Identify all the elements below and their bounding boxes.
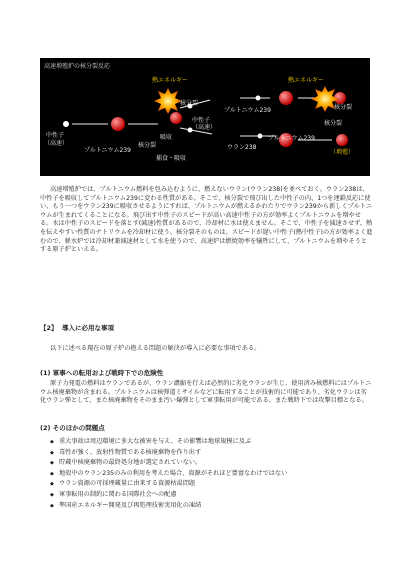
section-2-number: 【2】 [40,324,58,332]
plutonium-label-3: プルトニウム239 [268,135,315,142]
bullet-icon: ◆ [50,470,54,477]
section-2-title: 導入に必用な事項 [62,324,114,332]
fast-neutron-label-2b: （高速） [192,124,217,131]
bullet-icon: ◆ [50,460,54,467]
bullet-icon: ◆ [50,502,54,509]
sub-1-heading: (1) 軍事への転用および戦時下での危険性 [40,369,164,377]
list-item: ◆ 地殻中のウラン235のみの利用を考えた場合、資源がそれほど豊富なわけではない [50,469,370,480]
fast-neutron-label-2: 中性子 [192,117,211,124]
list-item: ◆ 貯蔵中核廃棄物の最終処分地が選定されていない。 [50,458,370,469]
section-2-heading [40,323,114,332]
fission-product-label-2: 核分裂 [324,120,343,127]
list-item: ◆ 重大事故は周辺環境に多大な被害を与え、その影響は地球規模に及ぶ [50,437,370,448]
sub-1-body: 原子力発電の燃料はウランであるが、ウラン濃縮を行えば必然的に劣化ウランが生じ、使用済み核燃料にはプルトニウム核廃棄物が含まれる。プルトニウムは核弾道ミサイルなどに転用することが技術的に可能であり、劣化ウランは劣化ウラン弾として、また核廃棄物をそのまま汚い爆弾として軍事転用が可能である。また戦時下では攻撃目標となる。 [40,380,372,405]
fission-diagram [40,58,370,176]
list-item: ◆ 軍事転用の制約に関わる国際社会への配慮 [50,490,370,501]
list-item: ◆ 準国産エネルギー開発及び再処理技術実用化の凍結 [50,501,370,512]
list-item: ◆ 毒性が強く、放射性物質である核廃棄物を作り出す [50,448,370,459]
bullet-icon: ◆ [50,439,54,445]
uranium-238-label: ウラン238 [227,144,257,151]
bullet-icon: ◆ [50,449,54,456]
absorb-label: 吸収 [160,134,173,141]
heat-energy-label-2: 熱エネルギー [288,77,325,84]
fission-label-1: 核分裂 [180,100,199,107]
intro-paragraph: 高速増殖炉では、プルトニウム燃料を包み込むように、燃えないウラン(ウラン238)を並べておく。ウラン238は、中性子を吸収してプルトニウム239に変わる性質がある。そこで、核分裂で飛び出した中性子の内、1つを連鎖反応に使い、もう一つをウラン239に吸収させるようにすれば、プルトニウムが燃えるかわたりでウラン239から新しくプルトニウムが生まれてくることになる。飛び出す中性子のスピードが高い高速中性子の方が効率よくプルトニウムを増やせる。水は中性子のスピードを落とす(減速)性質があるので、冷却材に水は使えません。そこで、中性子を減速させず、熱を伝えやすい性質のナトリウムを冷却材に使う。核分裂そのものは、スピードが遅い中性子(熱中性子)の方が効率よく進むので、軽水炉では冷却材兼減速材として水を使うので、高速炉は燃焼効率を犠牲にして、プルトニウムを増やそうとする原子炉といえる。 [40,186,373,254]
bullet-icon: ◆ [50,491,54,498]
section-2-intro: 以下に述べる現在の原子炉の抱える問題の解決が導入に必要な事項である。 [50,345,261,352]
fast-neutron-label-1: 中性子 [46,132,65,139]
plutonium-label-1: プルトニウム239 [84,147,131,154]
plutonium-label-2: プルトニウム239 [224,107,271,114]
fission-label-2: 核分裂 [334,104,353,111]
fission-product-label-1: 核分裂 [138,142,157,149]
list-item: ◆ ウラン資源の可採埋蔵量に由来する資源枯渇問題 [50,479,370,490]
bullet-icon: ◆ [50,481,54,488]
sub-2-heading: (2) そのほかの問題点 [40,424,105,432]
multiply-label: （増殖） [330,149,355,156]
heat-energy-label-1: 熱エネルギー [152,77,189,84]
fast-neutron-label-1b: （高速） [44,140,69,147]
sub-2-bullet-list [50,437,370,511]
figure-caption: 高速増殖炉の核分裂反応 [44,63,111,70]
capture-label: 捕食・吸収 [156,155,187,162]
